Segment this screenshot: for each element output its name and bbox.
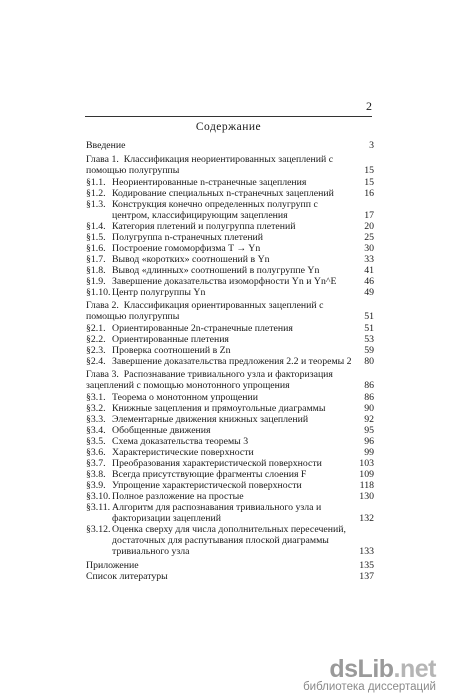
section-title: Ориентированные плетения (112, 334, 229, 345)
toc-section-entry (86, 480, 374, 491)
toc-section-body (86, 491, 352, 502)
section-title: Завершение доказательства предложения 2.2 и теоремы 2 (112, 356, 352, 367)
toc-section-entry (86, 447, 374, 458)
toc-entry-page: 3 (369, 140, 374, 151)
toc-title: Содержание (195, 121, 262, 133)
section-title: Элементарные движения книжных зацеплений (112, 414, 309, 425)
toc-section-body (86, 323, 352, 334)
section-number: §3.8. (86, 469, 106, 480)
toc-chapter-heading (86, 369, 352, 391)
section-number: §3.7. (86, 458, 106, 469)
toc-section-body (86, 265, 352, 276)
toc-entry-page: 51 (364, 323, 374, 334)
toc-entry-page: 30 (364, 243, 374, 254)
section-number: §3.3. (86, 414, 106, 425)
toc-section-entry (86, 425, 374, 436)
page-number: 2 (366, 99, 372, 113)
toc-entry-text: Введение (86, 140, 126, 151)
section-number: §1.3. (86, 199, 106, 210)
section-number: §2.1. (86, 323, 106, 334)
toc-section-entry (86, 524, 374, 557)
section-number: §2.4. (86, 356, 106, 367)
toc-list (86, 140, 374, 582)
toc-section-entry (86, 436, 374, 447)
section-title: Кодирование специальных n-странечных зацеплений (112, 188, 334, 199)
section-number: §1.4. (86, 221, 106, 232)
toc-entry-page: 46 (364, 276, 374, 287)
section-title: Полугруппа n-странечных плетений (112, 232, 264, 243)
toc-section-body (86, 243, 352, 254)
chapter-title: Классификация ориентированных зацеплений с помощью полугруппы (86, 300, 324, 322)
toc-entry-page: 90 (364, 403, 374, 414)
toc-chapter-entry (86, 154, 374, 176)
section-number: §3.4. (86, 425, 106, 436)
toc-section-body (86, 469, 352, 480)
toc-entry-page: 15 (364, 177, 374, 188)
toc-section-entry (86, 221, 374, 232)
section-title: Конструкция конечно определенных полугрупп с центром, классифицирующим зацепления (112, 199, 318, 221)
section-number: §1.10. (86, 287, 111, 298)
section-number: §3.11. (86, 502, 111, 513)
section-title: Вывод «коротких» соотношений в Yn (112, 254, 270, 265)
toc-entry-page: 15 (364, 165, 374, 176)
section-number: §1.5. (86, 232, 106, 243)
section-number: §1.8. (86, 265, 106, 276)
section-number: §3.2. (86, 403, 106, 414)
toc-section-body (86, 232, 352, 243)
section-number: §1.2. (86, 188, 106, 199)
toc-section-entry (86, 323, 374, 334)
toc-entry-page: 132 (359, 513, 374, 524)
toc-section-body (86, 356, 352, 367)
section-title: Алгоритм для распознавания тривиального узла и факторизации зацеплений (112, 502, 322, 524)
section-title: Завершение доказательства изоморфности Yn и Yn^E (112, 276, 337, 287)
watermark-logo-main: dsLib (329, 655, 394, 683)
section-title: Книжные зацепления и прямоугольные диаграммы (112, 403, 326, 414)
toc-entry-page: 20 (364, 221, 374, 232)
toc-entry-page: 53 (364, 334, 374, 345)
toc-section-entry (86, 188, 374, 199)
section-title: Характеристические поверхности (112, 447, 254, 458)
toc-section-entry (86, 265, 374, 276)
toc-entry-page: 17 (364, 210, 374, 221)
toc-section-entry (86, 177, 374, 188)
toc-entry-page: 96 (364, 436, 374, 447)
chapter-title: Классификация неориентированных зацеплений с помощью полугруппы (86, 154, 334, 176)
section-title: Всегда присутствующие фрагменты слоения F (112, 469, 307, 480)
section-number: §3.12. (86, 524, 111, 535)
toc-chapter-heading (86, 300, 352, 322)
watermark-logo (303, 655, 436, 684)
section-title: Вывод «длинных» соотношений в полугруппе Yn (112, 265, 320, 276)
section-number: §3.1. (86, 392, 106, 403)
section-number: §1.1. (86, 177, 106, 188)
toc-entry-text: Список литературы (86, 571, 168, 582)
toc-section-body (86, 392, 352, 403)
toc-section-entry (86, 403, 374, 414)
section-title: Категория плетений и полугруппа плетений (112, 221, 296, 232)
toc-entry-page: 92 (364, 414, 374, 425)
toc-entry-page: 51 (364, 311, 374, 322)
toc-section-body (86, 447, 352, 458)
toc-entry-text: Приложение (86, 560, 139, 571)
toc-entry-page: 86 (364, 380, 374, 391)
toc-section-body (86, 425, 352, 436)
toc-chapter-entry (86, 369, 374, 391)
section-number: §3.10. (86, 491, 111, 502)
toc-entry-page: 130 (359, 491, 374, 502)
section-number: §3.6. (86, 447, 106, 458)
toc-section-entry (86, 356, 374, 367)
toc-entry-references (86, 571, 374, 582)
watermark (303, 655, 436, 693)
toc-section-body (86, 480, 352, 491)
toc-section-body (86, 199, 352, 221)
toc-entry-page: 16 (364, 188, 374, 199)
toc-entry-page: 137 (359, 571, 374, 582)
toc-section-body (86, 458, 352, 469)
section-title: Проверка соотношений в Zn (112, 345, 231, 356)
section-title: Обобщенные движения (112, 425, 211, 436)
toc-entry-page: 103 (359, 458, 374, 469)
toc-section-body (86, 524, 352, 557)
section-title: Центр полугруппы Yn (112, 287, 206, 298)
toc-section-body (86, 287, 352, 298)
section-number: §1.7. (86, 254, 106, 265)
chapter-title: Распознавание тривиального узла и факторизация зацеплений с помощью монотонного упрощения (86, 369, 333, 391)
section-title: Схема доказательства теоремы 3 (112, 436, 249, 447)
toc-section-entry (86, 491, 374, 502)
toc-section-entry (86, 232, 374, 243)
toc-section-entry (86, 345, 374, 356)
toc-section-entry (86, 392, 374, 403)
section-number: §2.2. (86, 334, 106, 345)
section-title: Ориентированные 2n-странечные плетения (112, 323, 293, 334)
toc-section-entry (86, 199, 374, 221)
toc-section-body (86, 502, 352, 524)
section-number: §3.5. (86, 436, 106, 447)
toc-section-body (86, 345, 352, 356)
toc-section-entry (86, 254, 374, 265)
toc-section-body (86, 276, 352, 287)
toc-section-entry (86, 243, 374, 254)
watermark-logo-tld: .net (393, 655, 436, 683)
toc-entry-appendix (86, 560, 374, 571)
toc-entry-page: 99 (364, 447, 374, 458)
section-title: Преобразования характеристической поверхности (112, 458, 322, 469)
toc-chapter-entry (86, 300, 374, 322)
section-number: §1.9. (86, 276, 106, 287)
section-number: §2.3. (86, 345, 106, 356)
toc-entry-page: 133 (359, 546, 374, 557)
toc-section-body (86, 221, 352, 232)
toc-entry-page: 135 (359, 560, 374, 571)
toc-section-entry (86, 502, 374, 524)
toc-entry-page: 25 (364, 232, 374, 243)
toc-section-entry (86, 458, 374, 469)
watermark-subtitle: библиотека диссертаций (303, 681, 436, 693)
toc-section-body (86, 188, 352, 199)
section-title: Построение гомоморфизма T → Yn (112, 243, 261, 254)
toc-entry-page: 109 (359, 469, 374, 480)
toc-entry-page: 59 (364, 345, 374, 356)
toc-section-body (86, 334, 352, 345)
section-number: §3.9. (86, 480, 106, 491)
section-title: Оценка сверху для числа дополнительных пересечений, достаточных для распутывания плоской диаграммы тривиального узла (112, 524, 346, 557)
toc-chapter-heading (86, 154, 352, 176)
section-title: Неориентированные n-странечные зацепления (112, 177, 307, 188)
toc-section-body (86, 177, 352, 188)
toc-section-body (86, 414, 352, 425)
section-title: Полное разложение на простые (112, 491, 244, 502)
toc-entry-page: 41 (364, 265, 374, 276)
header-rule (85, 116, 372, 117)
toc-section-entry (86, 334, 374, 345)
chapter-label: Глава 2. (86, 300, 119, 311)
toc-entry-page: 49 (364, 287, 374, 298)
toc-section-entry (86, 414, 374, 425)
toc-entry-page: 95 (364, 425, 374, 436)
section-number: §1.6. (86, 243, 106, 254)
toc-section-entry (86, 287, 374, 298)
toc-section-body (86, 436, 352, 447)
toc-entry-page: 86 (364, 392, 374, 403)
toc-section-entry (86, 469, 374, 480)
toc-entry-intro (86, 140, 374, 151)
toc-entry-page: 80 (364, 356, 374, 367)
toc-entry-page: 33 (364, 254, 374, 265)
chapter-label: Глава 1. (86, 154, 119, 165)
toc-section-body (86, 403, 352, 414)
toc-section-entry (86, 276, 374, 287)
section-title: Теорема о монотонном упрощении (112, 392, 258, 403)
section-title: Упрощение характеристической поверхности (112, 480, 302, 491)
toc-entry-page: 118 (359, 480, 374, 491)
toc-section-body (86, 254, 352, 265)
chapter-label: Глава 3. (86, 369, 119, 380)
